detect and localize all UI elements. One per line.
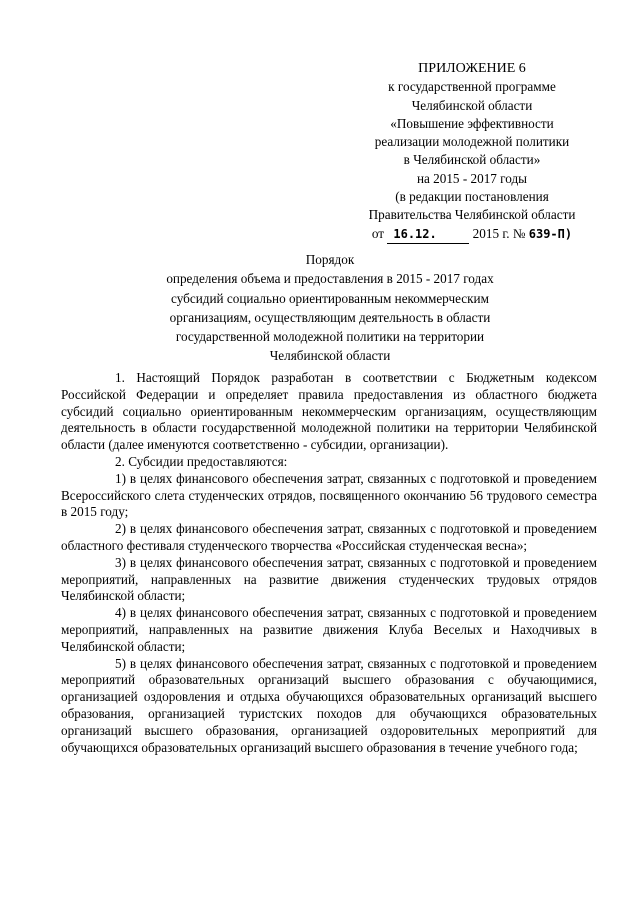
paragraph: 5) в целях финансового обеспечения затрат, связанных с подготовкой и проведением мероприятий образовательных организаций высшего образования с обучающимися, организацией оздоровления и отдыха обучающихся образовательных организаций высшего образования, организацией туристских походов для обучающихся образовательных организаций высшего образования, организацией оздоровительных мероприятий для обучающихся образовательных организаций высшего образования в течение учебного года; xyxy=(61,655,597,755)
resolution-number: 639-П) xyxy=(528,226,573,241)
year-text: 2015 г. № xyxy=(472,225,526,241)
appendix-header xyxy=(330,60,614,244)
appendix-line: Правительства Челябинской области xyxy=(368,207,576,223)
paragraph: 4) в целях финансового обеспечения затрат, связанных с подготовкой и проведением мероприятий, направленных на развитие движения Клуба Веселых и Находчивых в Челябинской области; xyxy=(61,605,597,654)
title-line: субсидий социально ориентированным некоммерческим xyxy=(171,290,489,306)
appendix-line: реализации молодежной политики xyxy=(374,134,570,150)
resolution-date: 16.12. xyxy=(387,225,469,244)
document-title xyxy=(118,250,542,366)
title-line: Челябинской области xyxy=(269,348,391,364)
appendix-line: «Повышение эффективности xyxy=(390,115,554,131)
paragraph: 1) в целях финансового обеспечения затрат, связанных с подготовкой и проведением Всероссийского слета студенческих отрядов, посвященного окончанию 56 трудового семестра в 2015 году; xyxy=(61,470,597,520)
appendix-heading: ПРИЛОЖЕНИЕ 6 xyxy=(418,61,526,76)
document-body xyxy=(61,370,597,756)
title-word: Порядок xyxy=(305,252,355,267)
appendix-line: в Челябинской области» xyxy=(403,152,541,168)
title-line: определения объема и предоставления в 2015 - 2017 годах xyxy=(166,271,494,287)
appendix-line: на 2015 - 2017 годы xyxy=(416,170,528,186)
title-line: государственной молодежной политики на территории xyxy=(175,329,485,345)
title-line: организациям, осуществляющим деятельность в области xyxy=(169,309,491,325)
resolution-date-line xyxy=(330,225,614,244)
paragraph: 1. Настоящий Порядок разработан в соответствии с Бюджетным кодексом Российской Федерации и определяет правила предоставления из областного бюджета субсидий социально ориентированным некоммерческим организациям, осуществляющим деятельность в области государственной молодежной политики на территории Челябинской области (далее именуются соответственно - субсидии, организации). xyxy=(61,370,597,453)
appendix-line: Челябинской области xyxy=(411,97,533,113)
date-prefix: от xyxy=(371,225,385,241)
appendix-line: к государственной программе xyxy=(388,79,556,95)
paragraph: 3) в целях финансового обеспечения затрат, связанных с подготовкой и проведением мероприятий, направленных на развитие движения студенческих трудовых отрядов Челябинской области; xyxy=(61,554,597,604)
appendix-line: (в редакции постановления xyxy=(395,189,549,205)
paragraph: 2) в целях финансового обеспечения затрат, связанных с подготовкой и проведением областного фестиваля студенческого творчества «Российская студенческая весна»; xyxy=(61,521,597,553)
paragraph: 2. Субсидии предоставляются: xyxy=(115,453,288,469)
